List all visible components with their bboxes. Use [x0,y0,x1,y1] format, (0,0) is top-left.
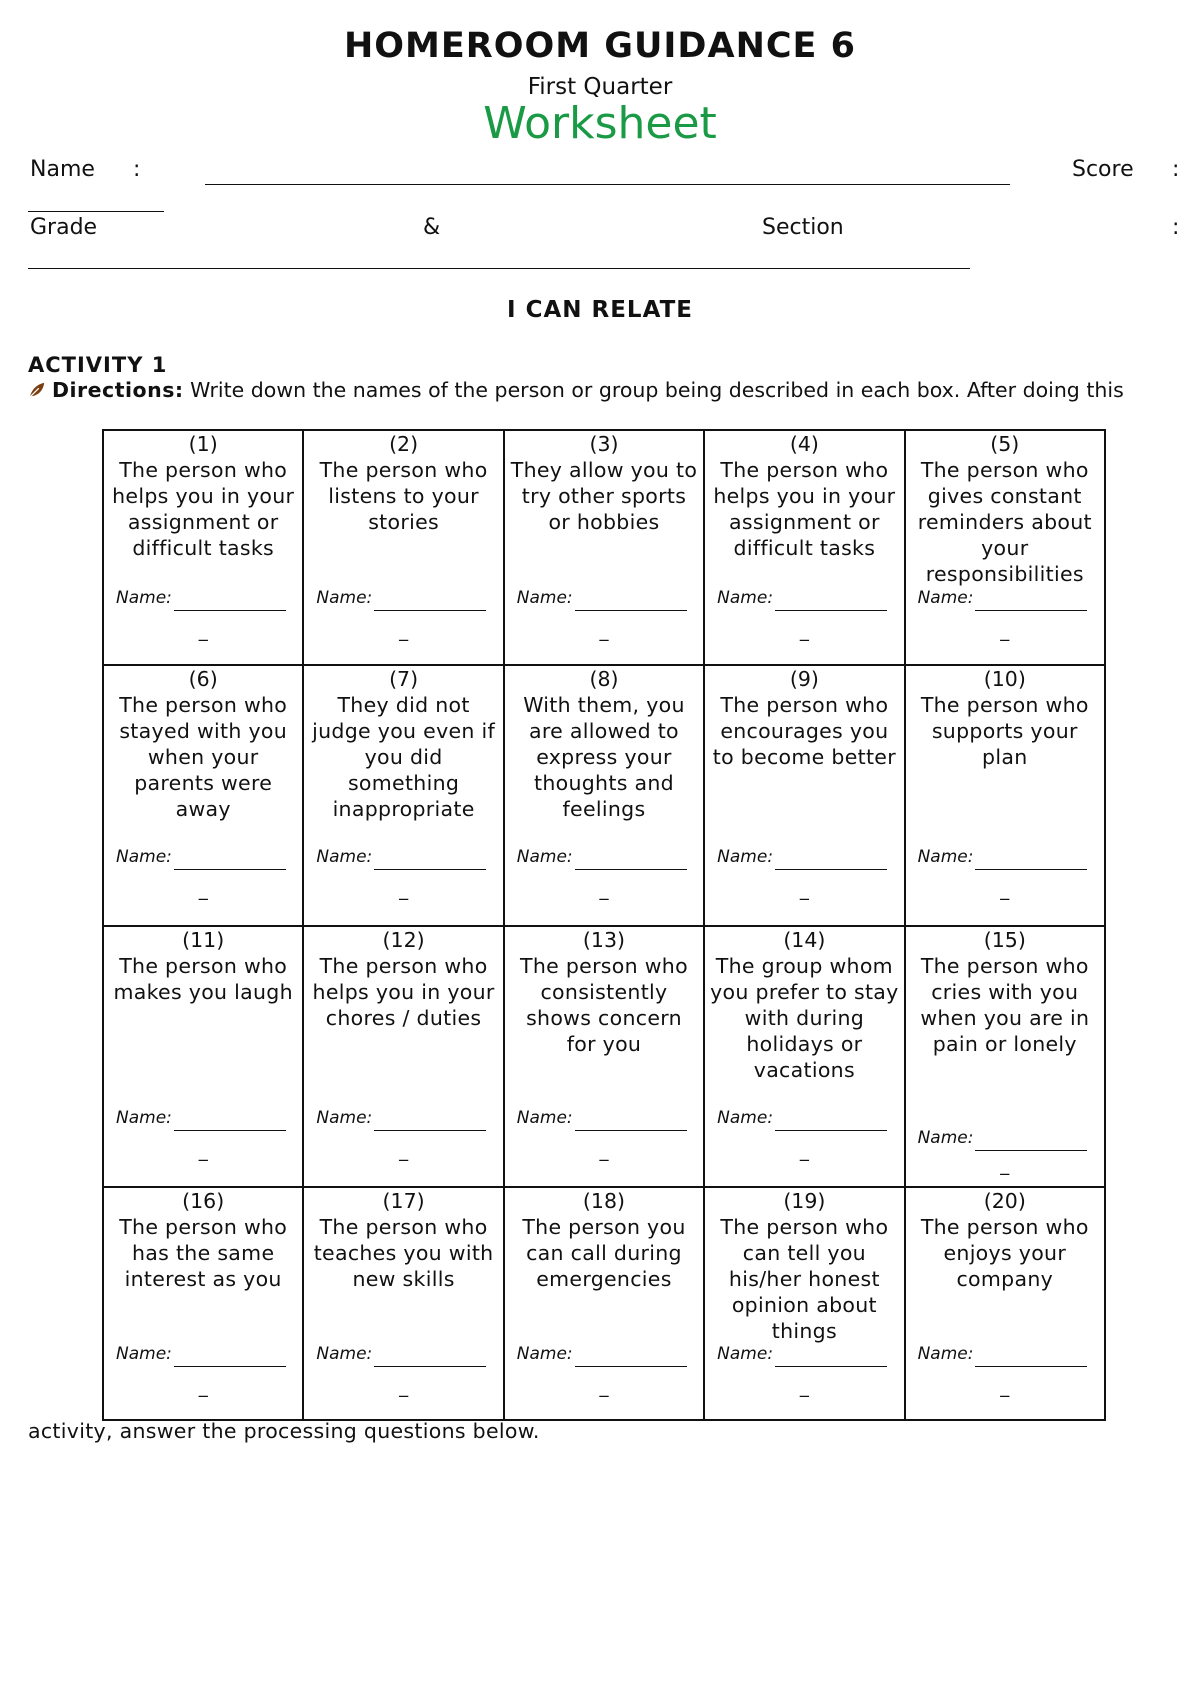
box-number: (10) [983,667,1026,691]
name-label: Name [30,157,95,182]
box-description: The person you can call during emergencies [522,1215,686,1291]
box-description: The person who helps you in your assignment or difficult tasks [112,458,295,560]
dash: _ [799,1141,809,1162]
box-14 [704,926,904,1187]
box-number: (16) [182,1189,225,1213]
dash: _ [799,880,809,901]
box-2 [303,430,503,665]
box-number: (17) [382,1189,425,1213]
box-number: (19) [783,1189,826,1213]
box-description: The person who makes you laugh [113,954,293,1004]
section-colon: : [1172,215,1180,240]
name-field[interactable] [205,184,1010,185]
dash: _ [399,880,409,901]
box-8 [504,665,704,926]
name-label: Name: [116,588,172,608]
dash: _ [799,1377,809,1398]
box-12 [303,926,503,1187]
dash: _ [198,1141,208,1162]
box-number: (15) [983,928,1026,952]
box-description: The person who enjoys your company [920,1215,1089,1291]
name-label: Name: [516,588,573,608]
activity-label: ACTIVITY 1 [28,353,168,377]
name-label: Name: [917,588,974,608]
box-description: The group whom you prefer to stay with during holidays or vacations [710,954,899,1082]
score-label: Score [1072,157,1134,182]
name-label: Name: [316,588,373,608]
name-answer-line[interactable] [775,851,887,870]
box-description: They did not judge you even if you did something inappropriate [312,693,496,821]
box-13 [504,926,704,1187]
name-label: Name: [316,847,373,867]
name-label: Name: [717,847,774,867]
box-1 [103,430,303,665]
section-label: Section [762,215,844,240]
ampersand: & [423,215,441,240]
box-number: (8) [589,667,619,691]
name-answer-line[interactable] [374,1348,486,1367]
box-number: (1) [188,432,218,456]
name-label: Name: [917,1344,974,1364]
box-description: The person who supports your plan [920,693,1089,769]
box-3 [504,430,704,665]
box-11 [103,926,303,1187]
dash: _ [399,621,409,642]
box-4 [704,430,904,665]
name-answer-line[interactable] [775,1348,887,1367]
name-label: Name: [116,847,172,867]
score-field[interactable] [28,211,164,212]
dash: _ [1000,1155,1010,1176]
box-7 [303,665,503,926]
dash: _ [399,1377,409,1398]
leaf-icon [28,381,46,399]
name-label: Name: [717,1344,774,1364]
name-answer-line[interactable] [174,851,286,870]
box-number: (5) [990,432,1020,456]
box-description: The person who cries with you when you are in pain or lonely [920,954,1090,1056]
dash: _ [599,1141,609,1162]
box-17 [303,1187,503,1420]
directions-text: Write down the names of the person or group being described in each box. After doing this [190,378,1124,402]
name-answer-line[interactable] [174,1348,286,1367]
worksheet-heading: Worksheet [483,98,717,149]
box-number: (7) [389,667,419,691]
box-description: The person who stayed with you when your parents were away [119,693,288,821]
name-label: Name: [516,1108,573,1128]
dash: _ [799,621,809,642]
name-label: Name: [917,847,974,867]
name-answer-line[interactable] [374,592,486,611]
box-description: They allow you to try other sports or hobbies [510,458,698,534]
name-label: Name: [116,1344,172,1364]
box-description: The person who encourages you to become better [712,693,896,769]
directions-label: Directions: [52,378,184,402]
box-number: (11) [182,928,225,952]
dash: _ [198,1377,208,1398]
dash: _ [1000,621,1010,642]
box-15 [905,926,1105,1187]
name-answer-line[interactable] [374,851,486,870]
section-title: I CAN RELATE [507,297,693,323]
box-number: (4) [789,432,819,456]
box-number: (3) [589,432,619,456]
grade-section-field[interactable] [28,268,970,269]
name-label: Name: [316,1108,373,1128]
dash: _ [399,1141,409,1162]
name-label: Name: [516,1344,573,1364]
box-description: The person who gives constant reminders about your responsibilities [917,458,1092,586]
name-answer-line[interactable] [975,1348,1087,1367]
box-description: The person who consistently shows concern for you [520,954,688,1056]
box-number: (2) [389,432,419,456]
box-description: The person who has the same interest as you [119,1215,288,1291]
dash: _ [198,880,208,901]
dash: _ [1000,880,1010,901]
name-label: Name: [316,1344,373,1364]
closing-text: activity, answer the processing questions below. [28,1419,540,1443]
box-number: (18) [582,1189,626,1213]
box-number: (9) [789,667,819,691]
box-description: With them, you are allowed to express your thoughts and feelings [523,693,685,821]
box-19 [704,1187,904,1420]
box-description: The person who teaches you with new skills [313,1215,494,1291]
box-description: The person who helps you in your assignment or difficult tasks [713,458,896,560]
score-colon: : [1172,157,1180,182]
box-10 [905,665,1105,926]
box-description: The person who helps you in your chores / duties [312,954,495,1030]
name-answer-line[interactable] [174,592,286,611]
name-answer-line[interactable] [374,1112,486,1131]
name-label: Name: [717,588,774,608]
worksheet-title: HOMEROOM GUIDANCE 6 [344,26,856,66]
name-answer-line[interactable] [575,592,687,611]
name-answer-line[interactable] [975,592,1087,611]
grade-label: Grade [30,215,98,240]
name-answer-line[interactable] [775,592,887,611]
name-answer-line[interactable] [174,1112,286,1131]
dash: _ [599,1377,609,1398]
name-answer-line[interactable] [975,851,1087,870]
box-18 [504,1187,704,1420]
box-number: (12) [382,928,425,952]
name-answer-line[interactable] [575,1112,687,1131]
box-16 [103,1187,303,1420]
name-label: Name: [717,1108,774,1128]
dash: _ [599,621,609,642]
name-answer-line[interactable] [575,1348,687,1367]
name-answer-line[interactable] [575,851,687,870]
name-answer-line[interactable] [975,1132,1087,1151]
box-description: The person who can tell you his/her honest opinion about things [720,1215,889,1343]
name-colon: : [133,157,141,182]
name-label: Name: [116,1108,172,1128]
dash: _ [1000,1377,1010,1398]
dash: _ [599,880,609,901]
box-6 [103,665,303,926]
box-number: (13) [582,928,626,952]
name-label: Name: [917,1128,974,1148]
box-number: (14) [783,928,826,952]
box-9 [704,665,904,926]
dash: _ [198,621,208,642]
box-20 [905,1187,1105,1420]
box-number: (20) [983,1189,1026,1213]
name-answer-line[interactable] [775,1112,887,1131]
activity-grid [102,429,1106,1421]
box-number: (6) [188,667,218,691]
box-5 [905,430,1105,665]
quarter-subtitle: First Quarter [527,74,673,100]
name-label: Name: [516,847,573,867]
box-description: The person who listens to your stories [319,458,488,534]
directions [28,377,1188,404]
